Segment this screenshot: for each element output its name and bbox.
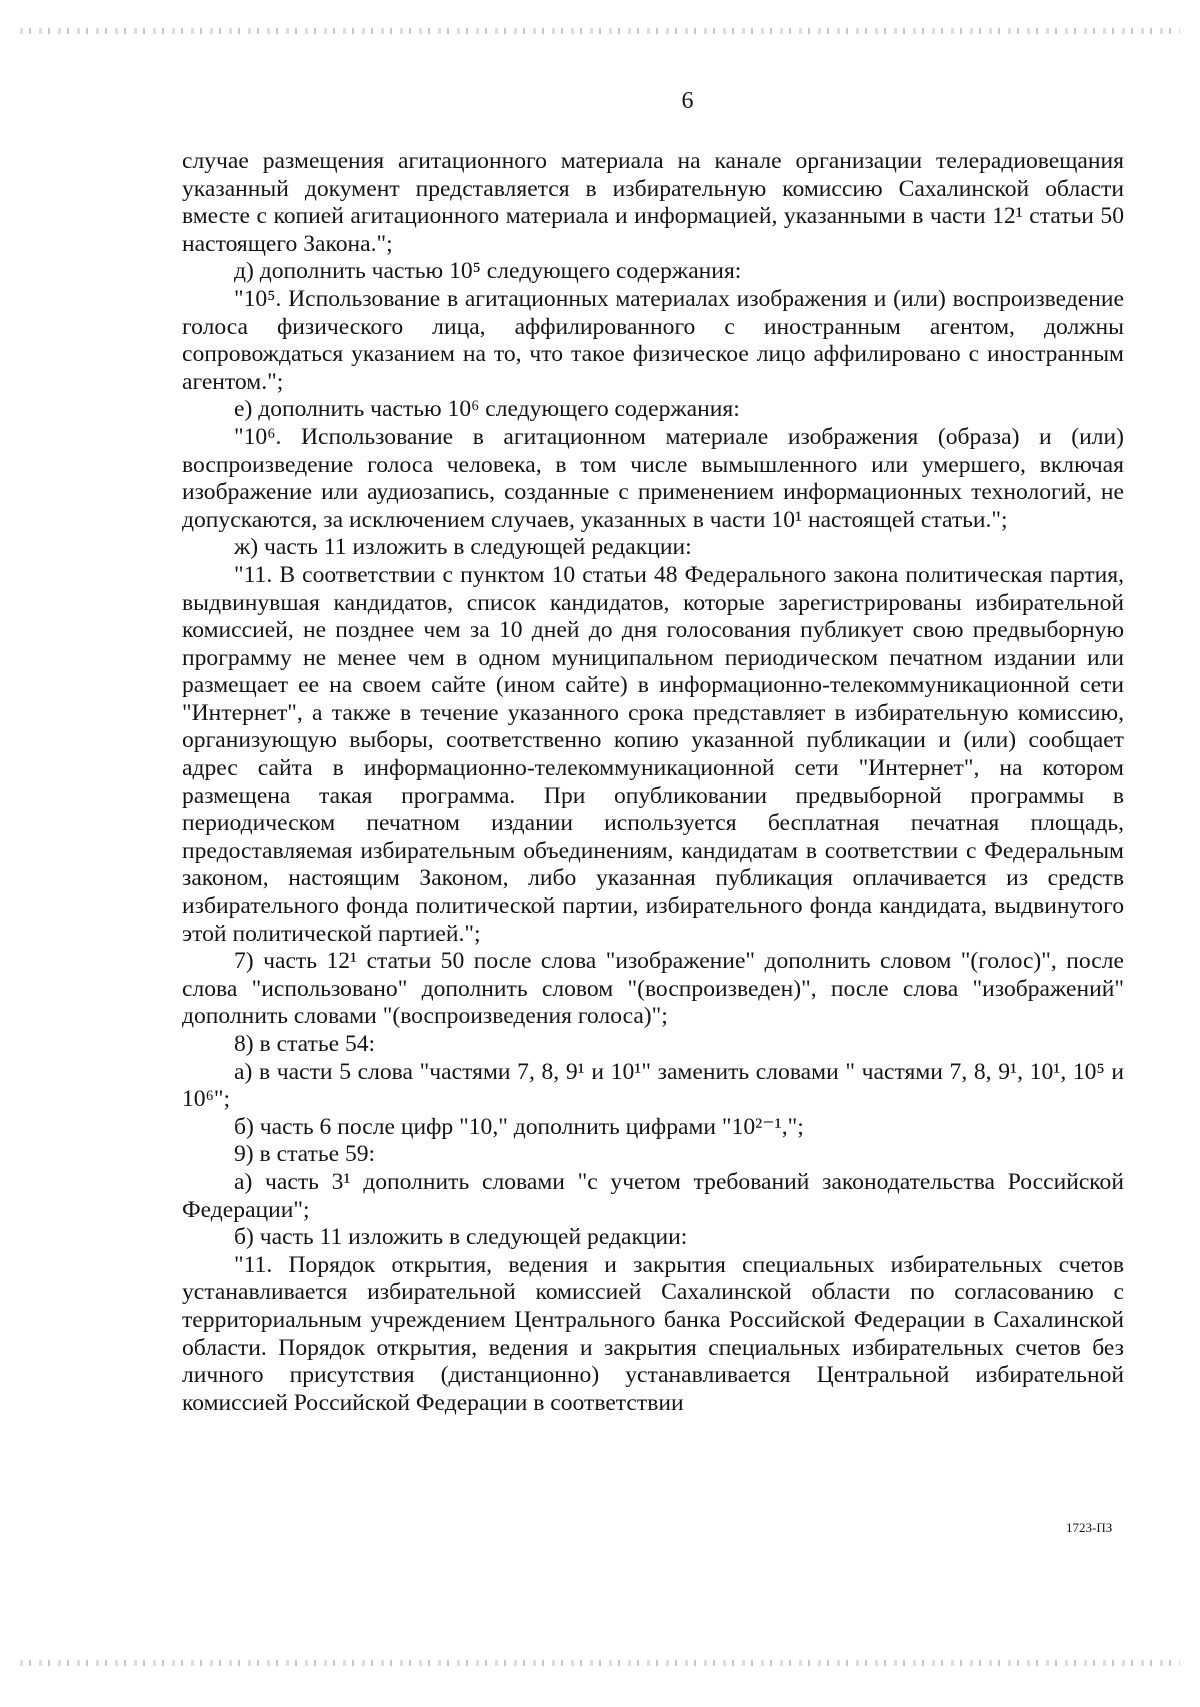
paragraph: 8) в статье 54: [234, 1031, 376, 1057]
paragraph: е) дополнить частью 10⁶ следующего содержания: [234, 396, 740, 423]
paragraph: а) часть 3¹ дополнить словами "с учетом требований законодательства Российской Федерации"; [182, 1168, 1124, 1223]
scan-artifact-top [20, 28, 1180, 34]
page-number: 6 [681, 88, 694, 114]
paragraph: а) в части 5 слова "частями 7, 8, 9¹ и 10¹" заменить словами " частями 7, 8, 9¹, 10¹, 10⁵ и 10⁶"; [182, 1058, 1124, 1113]
paragraph: случае размещения агитационного материала на канале организации телерадиовещания указанный документ представляется в избирательную комиссию Сахалинской области вместе с копией агитационного материала и информацией, указанными в части 12¹ статьи 50 настоящего Закона."; [182, 148, 1124, 257]
paragraph: ж) часть 11 изложить в следующей редакции: [234, 534, 692, 561]
paragraph: "10⁵. Использование в агитационных материалах изображения и (или) воспроизведение голоса физического лица, аффилированного с иностранным агентом, должны сопровождаться указанием на то, что такое физическое лицо аффилировано с иностранным агентом."; [182, 285, 1124, 395]
paragraph: "10⁶. Использование в агитационном материале изображения (образа) и (или) воспроизведение голоса человека, в том числе вымышленного или умершего, включая изображение или аудиозапись, созданные с применением информационных технологий, не допускаются, за исключением случаев, указанных в части 10¹ настоящей статьи."; [182, 423, 1124, 533]
paragraph: б) часть 6 после цифр "10," дополнить цифрами "10²⁻¹,"; [234, 1113, 804, 1140]
paragraph: 7) часть 12¹ статьи 50 после слова "изображение" дополнить словом "(голос)", после слова "использовано" дополнить словом "(воспроизведен)", после слова "изображений" дополнить словами "(воспроизведения голоса)"; [182, 948, 1124, 1030]
paragraph: 9) в статье 59: [234, 1141, 376, 1168]
paragraph: "11. Порядок открытия, ведения и закрытия специальных избирательных счетов устанавливается избирательной комиссией Сахалинской области по согласованию с территориальным учреждением Центрального банка Российской Федерации в Сахалинской области. Порядок открытия, ведения и закрытия специальных избирательных счетов без личного присутствия (дистанционно) устанавливается Центральной избирательной комиссией Российской Федерации в соответствии [182, 1251, 1124, 1416]
document-body [182, 148, 1124, 1417]
paragraph: д) дополнить частью 10⁵ следующего содержания: [234, 258, 742, 285]
paragraph: б) часть 11 изложить в следующей редакции: [234, 1224, 688, 1251]
paragraph: "11. В соответствии с пунктом 10 статьи 48 Федерального закона политическая партия, выдвинувшая кандидатов, список кандидатов, которые зарегистрированы избирательной комиссией, не позднее чем за 10 дней до дня голосования публикует свою предвыборную программу не менее чем в одном муниципальном периодическом печатном издании или размещает ее на своем сайте (ином сайте) в информационно-телекоммуникационной сети "Интернет", а также в течение указанного срока представляет в избирательную комиссию, организующую выборы, соответственно копию указанной публикации и (или) сообщает адрес сайта в информационно-телекоммуникационной сети "Интернет", на котором размещена такая программа. При опубликовании предвыборной программы в периодическом печатном издании используется бесплатная печатная площадь, предоставляемая избирательным объединениям, кандидатам в соответствии с Федеральным законом, настоящим Законом, либо указанная публикация оплачивается из средств избирательного фонда политической партии, избирательного фонда кандидата, выдвинутого этой политической партией."; [182, 561, 1124, 947]
document-code: 1723-ПЗ [1066, 1520, 1113, 1535]
scan-artifact-bottom [20, 1660, 1180, 1666]
